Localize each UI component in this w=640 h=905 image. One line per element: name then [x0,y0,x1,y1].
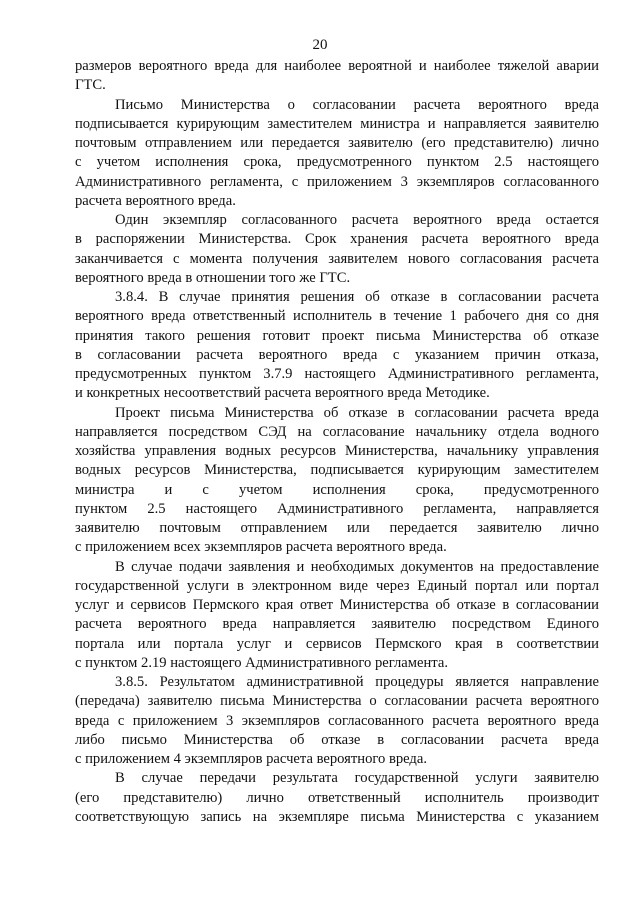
text-line: Один экземпляр согласованного расчета вероятного вреда остается [115,212,599,228]
text-line: в согласовании расчета вероятного вреда с указанием причин отказа, [75,346,599,363]
text-line: государственной услуги в электронном виде через Единый портал или портал [75,577,599,594]
text-line: почтовым отправлением или передается заявителю (его представителю) лично [75,135,599,151]
text-line: заканчивается с момента получения заявителем нового согласования расчета [75,250,599,267]
text-line: В случае передачи результата государственной услуги заявителю [115,770,599,787]
text-line: 3.8.5. Результатом административной процедуры является направление [115,674,599,690]
text-line: вероятного вреда ответственный исполнитель в течение 1 рабочего дня со дня [75,308,599,325]
text-line: с учетом исполнения срока, предусмотренного пунктом 2.5 настоящего [75,154,599,171]
text-line: с приложением всех экземпляров расчета вероятного вреда. [75,539,447,556]
text-line: с пунктом 2.19 настоящего Административного регламента. [75,654,448,671]
text-line: предусмотренных пунктом 3.7.9 настоящего Административного регламента, [75,366,599,382]
document-body [75,57,599,827]
text-line: с приложением 4 экземпляров расчета вероятного вреда. [75,751,427,767]
text-line: вреда с приложением 3 экземпляров согласованного расчета вероятного вреда [75,712,599,729]
text-line: портала или портала услуг и сервисов Пермского края в соответствии [75,635,599,652]
text-line: (его представителю) лично ответственный исполнитель производит [75,789,599,806]
text-line: хозяйства управления водных ресурсов Министерства, начальнику управления [75,443,599,459]
text-line: в распоряжении Министерства. Срок хранения расчета вероятного вреда [75,231,599,248]
text-line: размеров вероятного вреда для наиболее вероятной и наиболее тяжелой аварии [75,58,599,74]
text-line: направляется посредством СЭД на согласование начальнику отдела водного [75,423,599,440]
text-line: ГТС. [75,77,106,94]
text-line: соответствующую запись на экземпляре письма Министерства с указанием [75,808,599,825]
text-line: Проект письма Министерства об отказе в согласовании расчета вреда [115,404,599,421]
text-line: (передача) заявителю письма Министерства о согласовании расчета вероятного [75,693,599,710]
text-line: пунктом 2.5 настоящего Административного регламента, направляется [75,500,599,517]
text-line: заявителю почтовым отправлением или передается заявителю лично [75,520,599,536]
page-number: 20 [312,37,328,53]
text-line: услуг и сервисов Пермского края ответ Министерства об отказе в согласовании [75,597,599,613]
text-line: В случае подачи заявления и необходимых документов на предоставление [115,558,599,575]
text-line: вероятного вреда в отношении того же ГТС. [75,269,351,286]
text-line: расчета вероятного вреда. [75,192,236,209]
text-line: расчета вероятного вреда направляется заявителю посредством Единого [75,616,599,633]
text-line: 3.8.4. В случае принятия решения об отказе в согласовании расчета [115,289,599,305]
text-line: Административного регламента, с приложением 3 экземпляров согласованного [75,173,599,190]
text-line: подписывается курирующим заместителем министра и направляется заявителю [75,115,599,132]
text-line: министра и с учетом исполнения срока, предусмотренного [75,481,599,498]
text-line: водных ресурсов Министерства, подписывается курирующим заместителем [75,462,599,479]
text-line: Письмо Министерства о согласовании расчета вероятного вреда [115,96,599,113]
text-line: либо письмо Министерства об отказе в согласовании расчета вреда [75,731,599,748]
text-line: принятия такого решения готовит проект письма Министерства об отказе [75,327,599,344]
text-line: и конкретных несоответствий расчета вероятного вреда Методике. [75,385,490,402]
